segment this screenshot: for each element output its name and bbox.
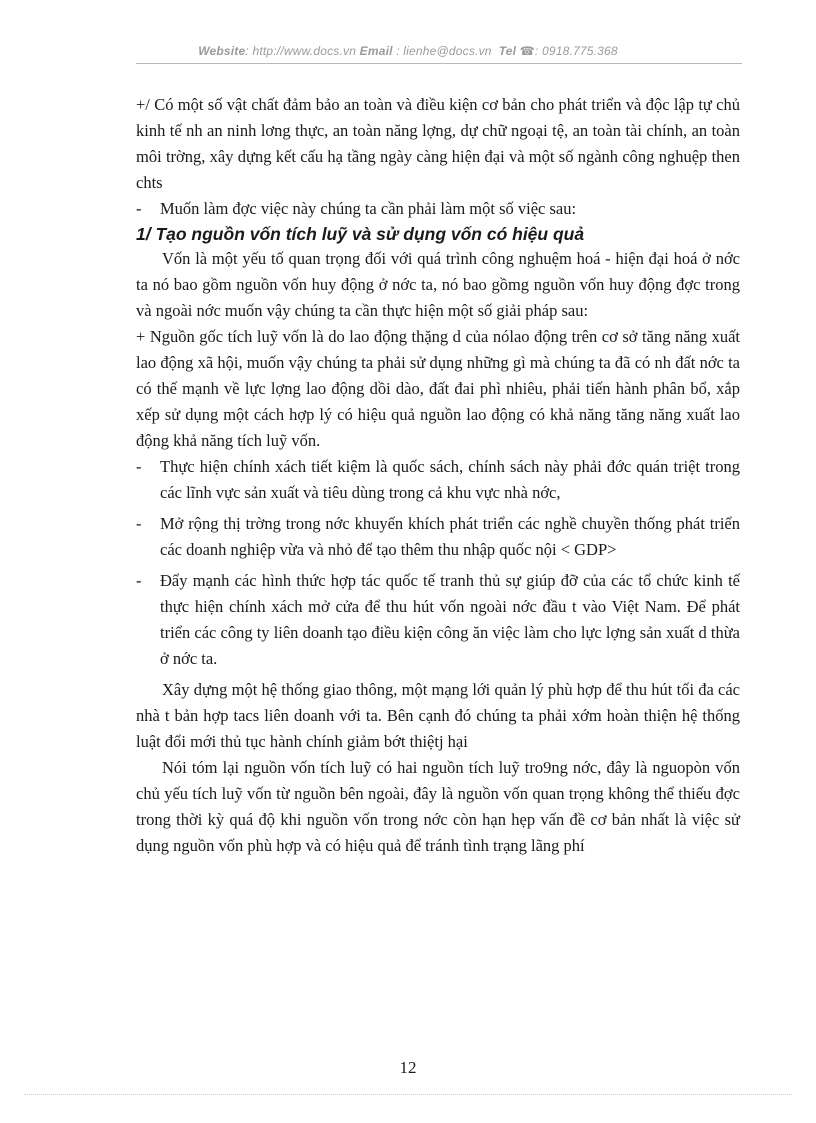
list-item-text: Thực hiện chính xách tiết kiệm là quốc sách, chính sách này phải đớc quán triệt trong các lĩnh vực sản xuất và tiêu dùng trong cả khu vực nhà nớc, [160,457,740,502]
dash-marker: - [136,514,142,533]
dash-item-intro [136,196,740,222]
dash-item-text: Muốn làm đợc việc này chúng ta cần phải làm một số việc sau: [160,199,577,218]
paragraph-5: Xây dựng một hệ thống giao thông, một mạng lới quản lý phù hợp để thu hút tối đa các nhà t bản hợp tacs liên doanh với ta. Bên cạnh đó chúng ta phải xớm hoàn thiện hệ thống luật đổi mới thủ tục hành chính giảm bớt thiệtj hại [136,680,740,751]
website-value: : http://www.docs.vn [245,44,357,58]
paragraph-6: Nói tóm lại nguồn vốn tích luỹ có hai nguồn tích luỹ tro9ng nớc, đây là nguopòn vốn chủ yếu tích luỹ vốn từ nguồn bên ngoài, đây là nguồn vốn quan trọng không thể thiếu đợc trong thời kỳ quá độ khi nguồn vốn trong nớc còn hạn hẹp vấn đề cơ bản nhất là việc sử dụng nguồn vốn phù hợp và có hiệu quả để tránh tình trạng lãng phí [136,758,740,855]
email-value: : lienhe@docs.vn [392,44,492,58]
website-label: Website [198,44,246,58]
paragraph-4: + Nguồn gốc tích luỹ vốn là do lao động thặng d của nólao động trên cơ sở tăng năng xuất lao động xã hội, muốn vậy chúng ta phải sử dụng những gì mà chúng ta đã có nh đất nớc ta có thế mạnh về lực lợng lao động dồi dào, đất đai phì nhiêu, phải tiến hành phân bổ, xắp xếp sử dụng một cách hợp lý có hiệu quả nguồn lao động có khả năng tăng năng xuất lao động khả năng tích luỹ vốn. [136,327,740,450]
phone-icon: ☎ [519,44,535,58]
list-item-text: Đẩy mạnh các hình thức hợp tác quốc tế tranh thủ sự giúp đỡ của các tổ chức kinh tế thực hiện chính xách mở cửa để thu hút vốn ngoài nớc đầu t vào Việt Nam. Để phát triển các công ty liên doanh tạo điều kiện công ăn việc làm cho lực lợng sản xuất d thừa ở nớc ta. [160,571,740,668]
tel-value: : 0918.775.368 [534,44,618,58]
list-item [136,511,740,563]
page-header [0,44,816,58]
dash-marker: - [136,571,142,590]
list-item [136,454,740,506]
dash-marker: - [136,199,142,218]
header-divider [136,63,742,64]
tel-label: Tel [498,44,517,58]
email-label: Email [359,44,393,58]
footer-divider [24,1094,792,1095]
bullet-list [136,454,740,672]
list-item-text: Mở rộng thị trờng trong nớc khuyến khích phát triển các nghề chuyền thống phát triển các doanh nghiệp vừa và nhỏ để tạo thêm thu nhập quốc nội < GDP> [160,514,740,559]
document-body [136,92,740,859]
list-item [136,568,740,672]
section-heading: 1/ Tạo nguồn vốn tích luỹ và sử dụng vốn có hiệu quả [136,224,585,244]
paragraph-3: Vốn là một yếu tố quan trọng đối với quá trình công nghuệm hoá - hiện đại hoá ở nớc ta nó bao gồm nguồn vốn huy động ở nớc ta, nó bao gồmg nguồn vốn huy động đợc trong và ngoài nớc muốn vậy chúng ta cần thực hiện một số giải pháp sau: [136,249,740,320]
paragraph-1: +/ Có một số vật chất đảm bảo an toàn và điều kiện cơ bản cho phát triển và độc lập tự chủ kinh tế nh an ninh lơng thực, an toàn năng lợng, dự chữ ngoại tệ, an toàn tài chính, an toàn môi trờng, xây dựng kết cấu hạ tầng ngày càng hiện đại và một số ngành công nghuệp then chts [136,95,740,192]
page-number: 12 [399,1058,417,1077]
dash-marker: - [136,457,142,476]
